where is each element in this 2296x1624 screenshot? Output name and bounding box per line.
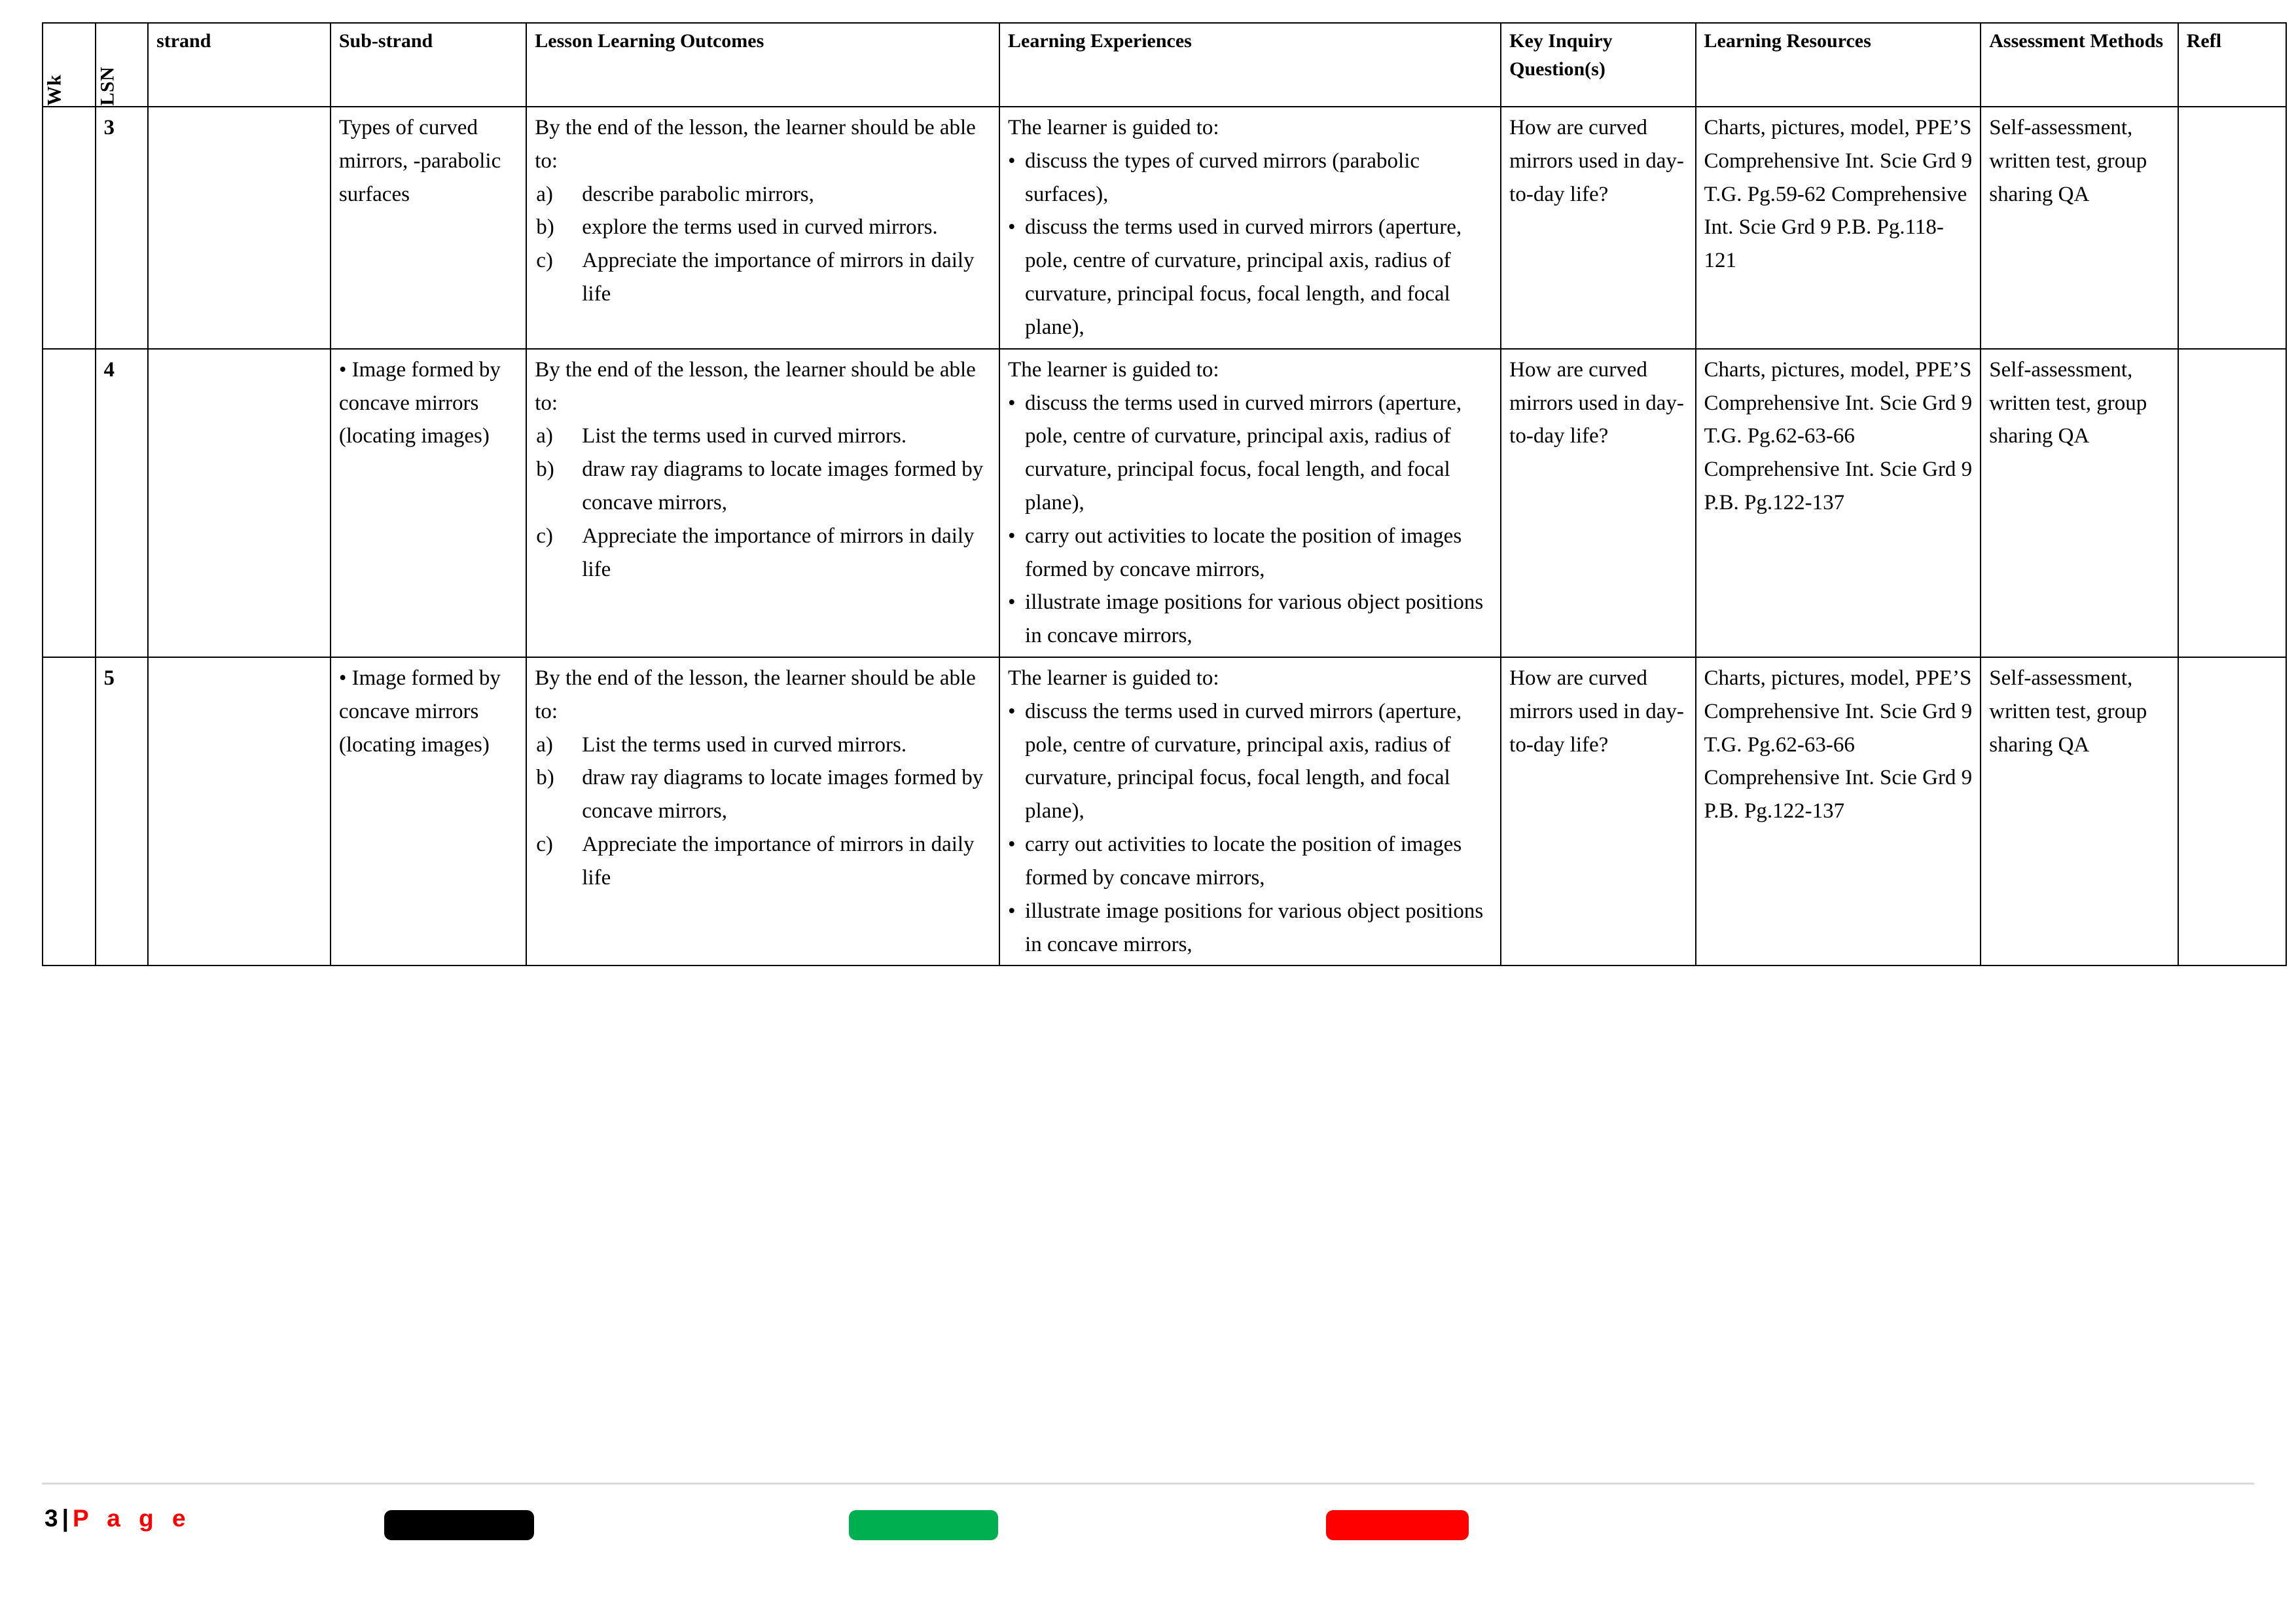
outcome-marker: a) bbox=[536, 182, 553, 206]
bullet-icon: • bbox=[1008, 699, 1016, 723]
cell-learning-experiences bbox=[999, 349, 1501, 657]
cell-assessment-methods: Self-assessment, written test, group sharing QA bbox=[1981, 107, 2178, 349]
cell-key-inquiry: How are curved mirrors used in day-to-day life? bbox=[1501, 107, 1695, 349]
experiences-lead: The learner is guided to: bbox=[1008, 357, 1219, 382]
experience-item bbox=[1008, 520, 1494, 586]
outcome-item bbox=[535, 520, 992, 586]
experience-text: discuss the terms used in curved mirrors (aperture, pole, centre of curvature, principal axis, radius of curvature, principal focus, focal length, and focal plane), bbox=[1025, 391, 1462, 514]
cell-learning-experiences bbox=[999, 657, 1501, 965]
outcome-item bbox=[535, 761, 992, 828]
outcome-text: List the terms used in curved mirrors. bbox=[582, 732, 907, 757]
table-body bbox=[43, 107, 2286, 965]
red-swatch bbox=[1326, 1510, 1469, 1540]
outcome-marker: c) bbox=[536, 249, 553, 273]
outcome-text: Appreciate the importance of mirrors in daily life bbox=[582, 249, 975, 306]
cell-key-inquiry: How are curved mirrors used in day-to-day life? bbox=[1501, 349, 1695, 657]
outcome-marker: a) bbox=[536, 424, 553, 448]
column-header-refl: Refl bbox=[2178, 23, 2286, 107]
cell-lesson-learning-outcomes bbox=[526, 349, 999, 657]
cell-sub-strand: • Image formed by concave mirrors (locating images) bbox=[331, 349, 526, 657]
cell-wk bbox=[43, 349, 96, 657]
column-header-lsn bbox=[96, 23, 149, 107]
experiences-lead: The learner is guided to: bbox=[1008, 116, 1219, 139]
experience-text: carry out activities to locate the position of images formed by concave mirrors, bbox=[1025, 833, 1462, 890]
cell-wk bbox=[43, 107, 96, 349]
outcome-item bbox=[535, 828, 992, 895]
scheme-of-work-table bbox=[42, 22, 2287, 966]
outcomes-lead: By the end of the lesson, the learner should be able to: bbox=[535, 666, 976, 723]
bullet-icon: • bbox=[1008, 833, 1016, 857]
experiences-lead: The learner is guided to: bbox=[1008, 666, 1219, 690]
header-row bbox=[43, 23, 2286, 107]
experience-item bbox=[1008, 895, 1494, 962]
cell-refl bbox=[2178, 107, 2286, 349]
cell-strand bbox=[148, 349, 331, 657]
cell-wk bbox=[43, 657, 96, 965]
outcome-text: draw ray diagrams to locate images formed by concave mirrors, bbox=[582, 766, 984, 823]
experience-item bbox=[1008, 828, 1494, 895]
bullet-icon: • bbox=[1008, 215, 1016, 240]
cell-lsn: 4 bbox=[96, 349, 149, 657]
green-swatch bbox=[849, 1510, 998, 1540]
cell-learning-resources: Charts, pictures, model, PPE’S Comprehensive Int. Scie Grd 9 T.G. Pg.62-63-66 Comprehensive Int. Scie Grd 9 P.B. Pg.122-137 bbox=[1696, 657, 1981, 965]
outcome-text: describe parabolic mirrors, bbox=[582, 182, 814, 206]
experience-text: carry out activities to locate the position of images formed by concave mirrors, bbox=[1025, 524, 1462, 581]
experience-item bbox=[1008, 695, 1494, 828]
outcomes-lead: By the end of the lesson, the learner should be able to: bbox=[535, 357, 976, 415]
outcome-marker: b) bbox=[536, 458, 554, 482]
experience-text: illustrate image positions for various object positions in concave mirrors, bbox=[1025, 899, 1484, 956]
column-header-assessment-methods: Assessment Methods bbox=[1981, 23, 2178, 107]
cell-refl bbox=[2178, 349, 2286, 657]
outcomes-list bbox=[535, 178, 992, 311]
outcome-text: draw ray diagrams to locate images formed by concave mirrors, bbox=[582, 458, 984, 514]
page-number-label bbox=[45, 1505, 192, 1532]
black-swatch bbox=[384, 1510, 534, 1540]
outcome-marker: b) bbox=[536, 215, 554, 240]
outcomes-lead: By the end of the lesson, the learner should be able to: bbox=[535, 116, 976, 173]
cell-assessment-methods: Self-assessment, written test, group sharing QA bbox=[1981, 657, 2178, 965]
experience-text: discuss the types of curved mirrors (parabolic surfaces), bbox=[1025, 149, 1420, 206]
experiences-list bbox=[1008, 145, 1494, 344]
table-row bbox=[43, 657, 2286, 965]
experience-text: discuss the terms used in curved mirrors (aperture, pole, centre of curvature, principal axis, radius of curvature, principal focus, focal length, and focal plane), bbox=[1025, 215, 1462, 339]
outcome-marker: c) bbox=[536, 833, 553, 857]
column-header-lsn-label: LSN bbox=[96, 67, 118, 106]
bullet-icon: • bbox=[1008, 899, 1016, 923]
experience-text: illustrate image positions for various object positions in concave mirrors, bbox=[1025, 590, 1484, 648]
column-header-learning-resources: Learning Resources bbox=[1696, 23, 1981, 107]
outcome-marker: a) bbox=[536, 732, 553, 757]
cell-learning-resources: Charts, pictures, model, PPE’S Comprehensive Int. Scie Grd 9 T.G. Pg.59-62 Comprehensive Int. Scie Grd 9 P.B. Pg.118-121 bbox=[1696, 107, 1981, 349]
cell-lsn: 3 bbox=[96, 107, 149, 349]
outcome-text: explore the terms used in curved mirrors. bbox=[582, 215, 938, 240]
cell-refl bbox=[2178, 657, 2286, 965]
outcome-item bbox=[535, 211, 992, 244]
outcome-text: List the terms used in curved mirrors. bbox=[582, 424, 907, 448]
cell-lesson-learning-outcomes bbox=[526, 657, 999, 965]
bullet-icon: • bbox=[1008, 590, 1016, 615]
column-header-wk bbox=[43, 23, 96, 107]
bullet-icon: • bbox=[1008, 391, 1016, 415]
column-header-lesson-learning-outcomes: Lesson Learning Outcomes bbox=[526, 23, 999, 107]
outcomes-list bbox=[535, 729, 992, 895]
page-word-label: P a g e bbox=[72, 1505, 192, 1532]
outcome-text: Appreciate the importance of mirrors in daily life bbox=[582, 833, 975, 890]
outcome-marker: c) bbox=[536, 524, 553, 548]
cell-learning-resources: Charts, pictures, model, PPE’S Comprehensive Int. Scie Grd 9 T.G. Pg.62-63-66 Comprehensive Int. Scie Grd 9 P.B. Pg.122-137 bbox=[1696, 349, 1981, 657]
outcome-item bbox=[535, 178, 992, 211]
outcome-marker: b) bbox=[536, 766, 554, 790]
cell-lesson-learning-outcomes bbox=[526, 107, 999, 349]
cell-strand bbox=[148, 657, 331, 965]
bullet-icon: • bbox=[1008, 149, 1016, 173]
column-header-wk-label: Wk bbox=[43, 75, 65, 106]
outcome-item bbox=[535, 420, 992, 453]
table-header bbox=[43, 23, 2286, 107]
experience-item bbox=[1008, 211, 1494, 344]
experience-item bbox=[1008, 387, 1494, 520]
outcomes-list bbox=[535, 420, 992, 586]
outcome-text: Appreciate the importance of mirrors in daily life bbox=[582, 524, 975, 581]
experience-item bbox=[1008, 145, 1494, 211]
cell-assessment-methods: Self-assessment, written test, group sharing QA bbox=[1981, 349, 2178, 657]
column-header-key-inquiry-questions: Key Inquiry Question(s) bbox=[1501, 23, 1695, 107]
cell-strand bbox=[148, 107, 331, 349]
column-header-sub-strand: Sub-strand bbox=[331, 23, 526, 107]
table-row bbox=[43, 349, 2286, 657]
column-header-strand: strand bbox=[148, 23, 331, 107]
experience-text: discuss the terms used in curved mirrors (aperture, pole, centre of curvature, principal axis, radius of curvature, principal focus, focal length, and focal plane), bbox=[1025, 699, 1462, 823]
page-number-separator: | bbox=[62, 1505, 69, 1532]
column-header-learning-experiences: Learning Experiences bbox=[999, 23, 1501, 107]
outcome-item bbox=[535, 729, 992, 762]
cell-learning-experiences bbox=[999, 107, 1501, 349]
page-footer bbox=[0, 1476, 2296, 1624]
cell-lsn: 5 bbox=[96, 657, 149, 965]
footer-divider bbox=[42, 1483, 2254, 1485]
cell-sub-strand: • Image formed by concave mirrors (locating images) bbox=[331, 657, 526, 965]
page-number-value: 3 bbox=[45, 1505, 58, 1532]
cell-sub-strand: Types of curved mirrors, -parabolic surfaces bbox=[331, 107, 526, 349]
experience-item bbox=[1008, 586, 1494, 653]
outcome-item bbox=[535, 453, 992, 520]
experiences-list bbox=[1008, 695, 1494, 962]
table-row bbox=[43, 107, 2286, 349]
outcome-item bbox=[535, 244, 992, 311]
cell-key-inquiry: How are curved mirrors used in day-to-day life? bbox=[1501, 657, 1695, 965]
bullet-icon: • bbox=[1008, 524, 1016, 548]
experiences-list bbox=[1008, 387, 1494, 653]
